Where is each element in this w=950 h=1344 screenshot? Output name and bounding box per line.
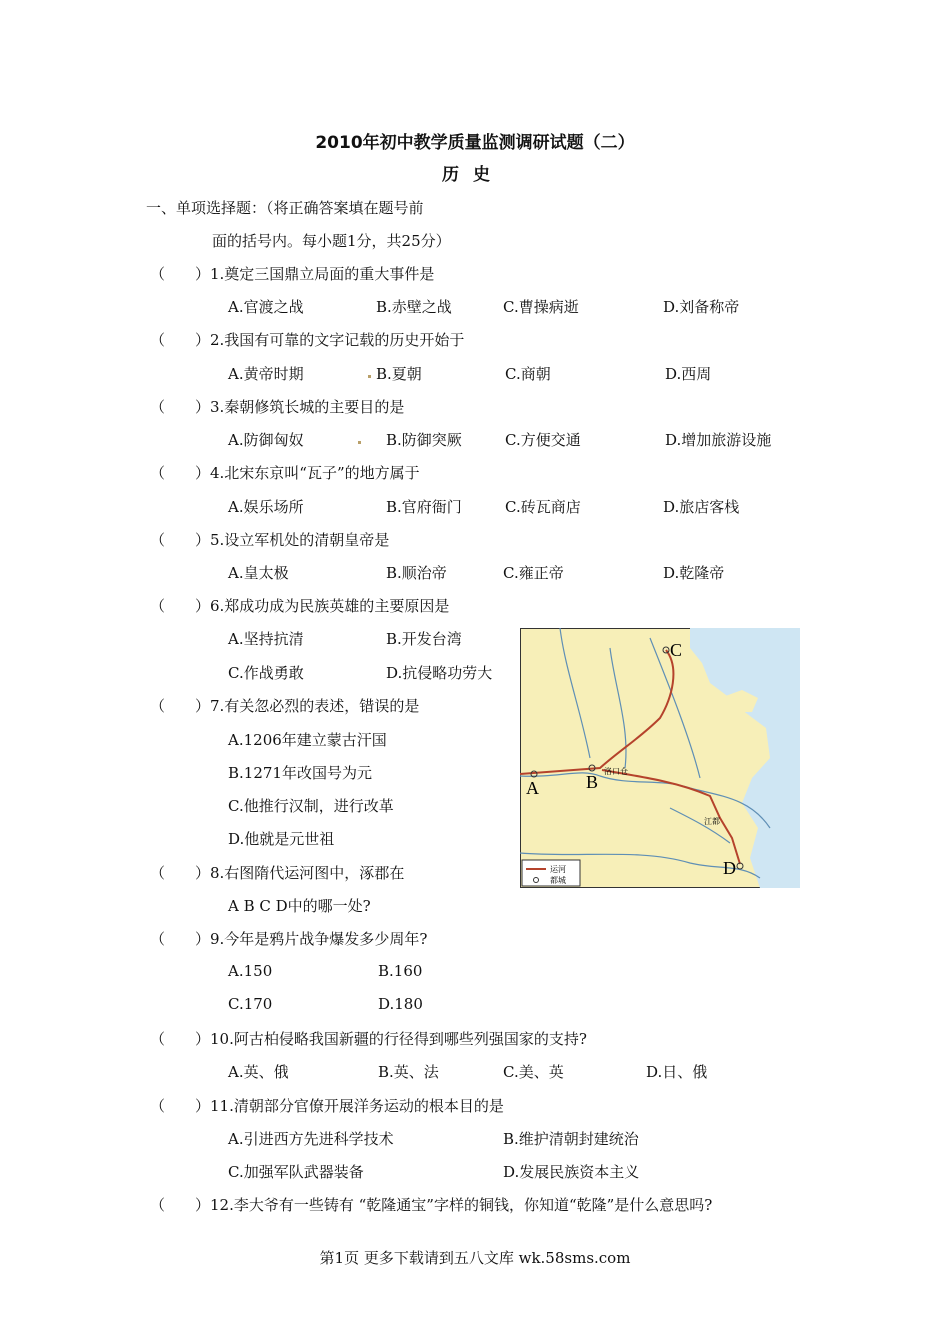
answer-bracket[interactable]: （ ） [150,1030,211,1048]
option: D.增加旅游设施 [665,431,772,449]
option: C.曹操病逝 [503,298,579,316]
option: B.顺治帝 [386,564,447,582]
option: B.开发台湾 [386,630,462,648]
option: C.砖瓦商店 [505,498,581,516]
answer-bracket[interactable]: （ ） [150,1097,211,1115]
legend-capital-label: 都城 [550,876,566,885]
question-stem: 9.今年是鸦片战争爆发多少周年? [210,930,428,948]
option: B.160 [378,962,423,980]
option: A.150 [228,962,273,980]
option: A.坚持抗清 [228,630,304,648]
option: C.170 [228,995,273,1013]
option: A.引进西方先进科学技术 [228,1130,394,1148]
question-stem: 5.设立军机处的清朝皇帝是 [210,531,390,549]
answer-bracket[interactable]: （ ） [150,930,211,948]
question-stem: 3.秦朝修筑长城的主要目的是 [210,398,405,416]
option: A.英、俄 [228,1063,289,1081]
option: B.1271年改国号为元 [228,764,372,782]
option: D.刘备称帝 [663,298,740,316]
option: B.英、法 [378,1063,439,1081]
option: A.皇太极 [228,564,289,582]
answer-bracket[interactable]: （ ） [150,331,211,349]
map-label-a: A [526,778,539,798]
question-stem: 11.清朝部分官僚开展洋务运动的根本目的是 [210,1097,504,1115]
option: C.他推行汉制，进行改革 [228,797,394,815]
map-label-c: C [670,640,683,660]
option: C.雍正帝 [503,564,564,582]
exam-title: 2010年初中教学质量监测调研试题（二） [315,133,635,153]
answer-bracket[interactable]: （ ） [150,597,211,615]
map-place-luokou: 洛口仓 [604,767,628,776]
answer-bracket[interactable]: （ ） [150,531,211,549]
speck [368,375,371,378]
option: C.商朝 [505,365,551,383]
section-heading-cont: 面的括号内。每小题1分，共25分） [212,232,451,250]
question-stem: 12.李大爷有一些铸有 “乾隆通宝”字样的铜钱，你知道“乾隆”是什么意思吗? [210,1196,713,1214]
option: B.赤壁之战 [376,298,452,316]
option: B.官府衙门 [386,498,462,516]
option: B.夏朝 [376,365,422,383]
option: B.防御突厥 [386,431,462,449]
option: D.发展民族资本主义 [503,1163,640,1181]
option: D.抗侵略功劳大 [386,664,493,682]
legend-canal-label: 运河 [550,865,566,874]
option: C.作战勇敢 [228,664,304,682]
question-stem: 10.阿古柏侵略我国新疆的行径得到哪些列强国家的支持? [210,1030,587,1048]
page-footer: 第1页 更多下载请到五八文库 wk.58sms.com [319,1249,631,1267]
speck [358,441,361,444]
answer-bracket[interactable]: （ ） [150,697,211,715]
option: B.维护清朝封建统治 [503,1130,639,1148]
question-stem: 1.奠定三国鼎立局面的重大事件是 [210,265,435,283]
option: D.西周 [665,365,712,383]
option: D.旅店客栈 [663,498,740,516]
option: C.美、英 [503,1063,564,1081]
map-place-jiangdu: 江都 [704,817,720,826]
answer-bracket[interactable]: （ ） [150,265,211,283]
option: D.日、俄 [646,1063,708,1081]
subject-title: 历史 [442,165,504,185]
option: A.1206年建立蒙古汗国 [228,731,387,749]
question-stem: 2.我国有可靠的文字记载的历史开始于 [210,331,465,349]
map-label-d: D [723,858,736,878]
option: D.他就是元世祖 [228,830,335,848]
question-stem: 4.北宋东京叫“瓦子”的地方属于 [210,464,420,482]
answer-bracket[interactable]: （ ） [150,464,211,482]
option: A.官渡之战 [228,298,304,316]
option: A.黄帝时期 [228,365,304,383]
option: C.方便交通 [505,431,581,449]
question-stem-cont: A B C D中的哪一处? [228,897,371,915]
question-stem: 6.郑成功成为民族英雄的主要原因是 [210,597,450,615]
answer-bracket[interactable]: （ ） [150,1196,211,1214]
option: C.加强军队武器装备 [228,1163,364,1181]
answer-bracket[interactable]: （ ） [150,398,211,416]
option: A.防御匈奴 [228,431,304,449]
section-heading: 一、单项选择题：（将正确答案填在题号前 [146,199,424,217]
option: A.娱乐场所 [228,498,304,516]
sui-canal-map [520,628,800,888]
question-stem: 8.右图隋代运河图中，涿郡在 [210,864,405,882]
option: D.180 [378,995,423,1013]
option: D.乾隆帝 [663,564,725,582]
answer-bracket[interactable]: （ ） [150,864,211,882]
map-label-b: B [586,772,599,792]
question-stem: 7.有关忽必烈的表述，错误的是 [210,697,420,715]
